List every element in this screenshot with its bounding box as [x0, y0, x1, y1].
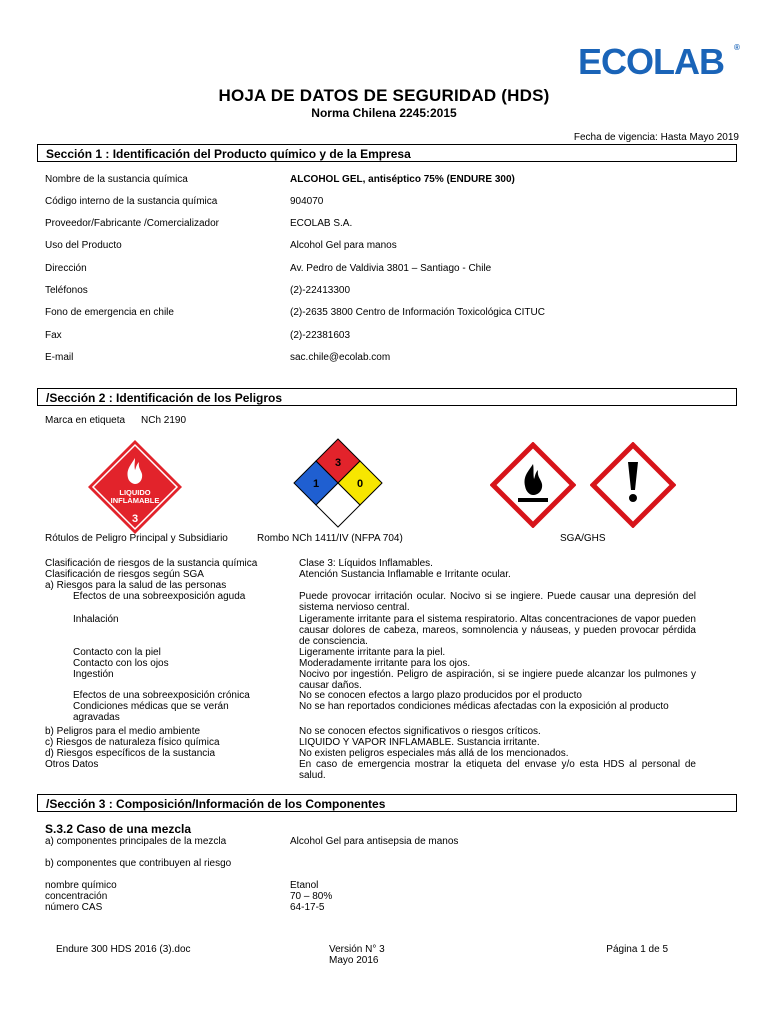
- hazard-label: d) Riesgos específicos de la sustancia: [45, 748, 216, 759]
- composition-label: concentración: [45, 891, 108, 902]
- hazard-label: Condiciones médicas que se verán agravadas: [73, 701, 229, 723]
- composition-label: número CAS: [45, 902, 103, 913]
- hazard-label: Efectos de una sobreexposición aguda: [73, 591, 246, 602]
- field-value: ECOLAB S.A.: [290, 218, 353, 229]
- hazard-value: No se conocen efectos significativos o riesgos críticos.: [299, 726, 541, 737]
- hazard-label: a) Riesgos para la salud de las personas: [45, 580, 227, 591]
- hazard-value: Moderadamente irritante para los ojos.: [299, 658, 471, 669]
- field-label: Teléfonos: [45, 285, 88, 296]
- hazard-value: Atención Sustancia Inflamable e Irritante ocular.: [299, 569, 511, 580]
- hazard-label: Otros Datos: [45, 759, 99, 770]
- svg-text:INFLAMABLE: INFLAMABLE: [110, 496, 160, 505]
- page-title: HOJA DE DATOS DE SEGURIDAD (HDS): [218, 86, 550, 105]
- svg-text:LIQUIDO: LIQUIDO: [119, 488, 151, 497]
- flammable-liquid-placard-icon: [86, 438, 184, 536]
- composition-label: b) componentes que contribuyen al riesgo: [45, 858, 232, 869]
- section-3-heading: /Sección 3 : Composición/Información de los Componentes: [37, 794, 737, 812]
- hazard-value: Clase 3: Líquidos Inflamables.: [299, 558, 433, 569]
- hazard-value: No se conocen efectos a largo plazo producidos por el producto: [299, 690, 582, 701]
- footer-page: Página 1 de 5: [606, 944, 668, 955]
- svg-text:3: 3: [334, 457, 342, 469]
- composition-label: a) componentes principales de la mezcla: [45, 836, 227, 847]
- field-value[interactable]: sac.chile@ecolab.com: [290, 352, 391, 363]
- hazard-label: Contacto con los ojos: [73, 658, 169, 669]
- field-value: (2)-2635 3800 Centro de Información Toxicológica CITUC: [290, 307, 545, 318]
- footer-filename: Endure 300 HDS 2016 (3).doc: [56, 944, 191, 955]
- composition-value: Etanol: [290, 880, 319, 891]
- hazard-label: Clasificación de riesgos según SGA: [45, 569, 204, 580]
- hazard-value: Ligeramente irritante para el sistema respiratorio. Altas concentraciones de vapor pueden causar dolores de cabeza, mareos, somnolencia y náuseas, y pueden provocar pérdida de consciencia.: [299, 614, 696, 647]
- hazard-label: c) Riesgos de naturaleza físico química: [45, 737, 220, 748]
- field-label: E-mail: [45, 352, 74, 363]
- hazard-label: Contacto con la piel: [73, 647, 161, 658]
- hazard-label: b) Peligros para el medio ambiente: [45, 726, 201, 737]
- footer-date: Mayo 2016: [329, 955, 379, 966]
- field-label: Nombre de la sustancia química: [45, 174, 188, 185]
- hazard-label: Ingestión: [73, 669, 114, 680]
- hazard-value: No existen peligros especiales más allá de los mencionados.: [299, 748, 569, 759]
- hazard-value: No se han reportados condiciones médicas afectadas con la exposición al producto: [299, 701, 669, 712]
- marca-label: Marca en etiqueta: [45, 415, 126, 426]
- field-value: (2)-22413300: [290, 285, 351, 296]
- hazard-value: Puede provocar irritación ocular. Nocivo si se ingiere. Puede causar una depresión del sistema nervioso central.: [299, 591, 696, 613]
- svg-text:®: ®: [734, 43, 740, 52]
- hazard-value: En caso de emergencia mostrar la etiqueta del envase y/o esta HDS al personal de salud.: [299, 759, 696, 781]
- page-subtitle: Norma Chilena 2245:2015: [311, 106, 457, 120]
- caption-rotulos: Rótulos de Peligro Principal y Subsidiario: [45, 533, 228, 544]
- hazard-value: Nocivo por ingestión. Peligro de aspiración, si se ingiere puede alcanzar los pulmones y causar daños.: [299, 669, 696, 691]
- caption-sga: SGA/GHS: [560, 533, 606, 544]
- field-value: ALCOHOL GEL, antiséptico 75% (ENDURE 300): [290, 174, 515, 185]
- svg-text:0: 0: [356, 478, 364, 490]
- field-label: Dirección: [45, 263, 87, 274]
- hazard-value: Ligeramente irritante para la piel.: [299, 647, 446, 658]
- composition-value: 70 – 80%: [290, 891, 333, 902]
- validity-date: Fecha de vigencia: Hasta Mayo 2019: [573, 132, 739, 143]
- field-value: Av. Pedro de Valdivia 3801 – Santiago - Chile: [290, 263, 492, 274]
- field-label: Proveedor/Fabricante /Comercializador: [45, 218, 219, 229]
- svg-text:1: 1: [312, 478, 320, 490]
- composition-value: Alcohol Gel para antisepsia de manos: [290, 836, 459, 847]
- marca-value: NCh 2190: [141, 415, 187, 426]
- section-1-heading: Sección 1 : Identificación del Producto químico y de la Empresa: [37, 144, 737, 162]
- hazard-value: LIQUIDO Y VAPOR INFLAMABLE. Sustancia irritante.: [299, 737, 540, 748]
- field-label: Uso del Producto: [45, 240, 122, 251]
- composition-value: 64-17-5: [290, 902, 325, 913]
- hazard-label: Inhalación: [73, 614, 119, 625]
- field-value: 904070: [290, 196, 324, 207]
- ecolab-logo: [578, 40, 742, 80]
- section-3-subheading: S.3.2 Caso de una mezcla: [45, 822, 192, 836]
- field-label: Código interno de la sustancia química: [45, 196, 218, 207]
- composition-label: nombre químico: [45, 880, 117, 891]
- caption-rombo: Rombo NCh 1411/IV (NFPA 704): [257, 533, 403, 544]
- field-label: Fax: [45, 330, 62, 341]
- footer-version: Versión N° 3: [329, 944, 385, 955]
- svg-text:ECOLAB: ECOLAB: [578, 41, 724, 80]
- nfpa-704-diamond-icon: [293, 438, 383, 528]
- svg-text:3: 3: [131, 513, 139, 525]
- field-label: Fono de emergencia en chile: [45, 307, 174, 318]
- ghs-exclamation-pictogram-icon: [590, 442, 676, 528]
- hazard-label: Clasificación de riesgos de la sustancia química: [45, 558, 258, 569]
- ghs-flame-pictogram-icon: [490, 442, 576, 528]
- section-2-heading: /Sección 2 : Identificación de los Peligros: [37, 388, 737, 406]
- hazard-label: Efectos de una sobreexposición crónica: [73, 690, 250, 701]
- field-value: Alcohol Gel para manos: [290, 240, 397, 251]
- field-value: (2)-22381603: [290, 330, 351, 341]
